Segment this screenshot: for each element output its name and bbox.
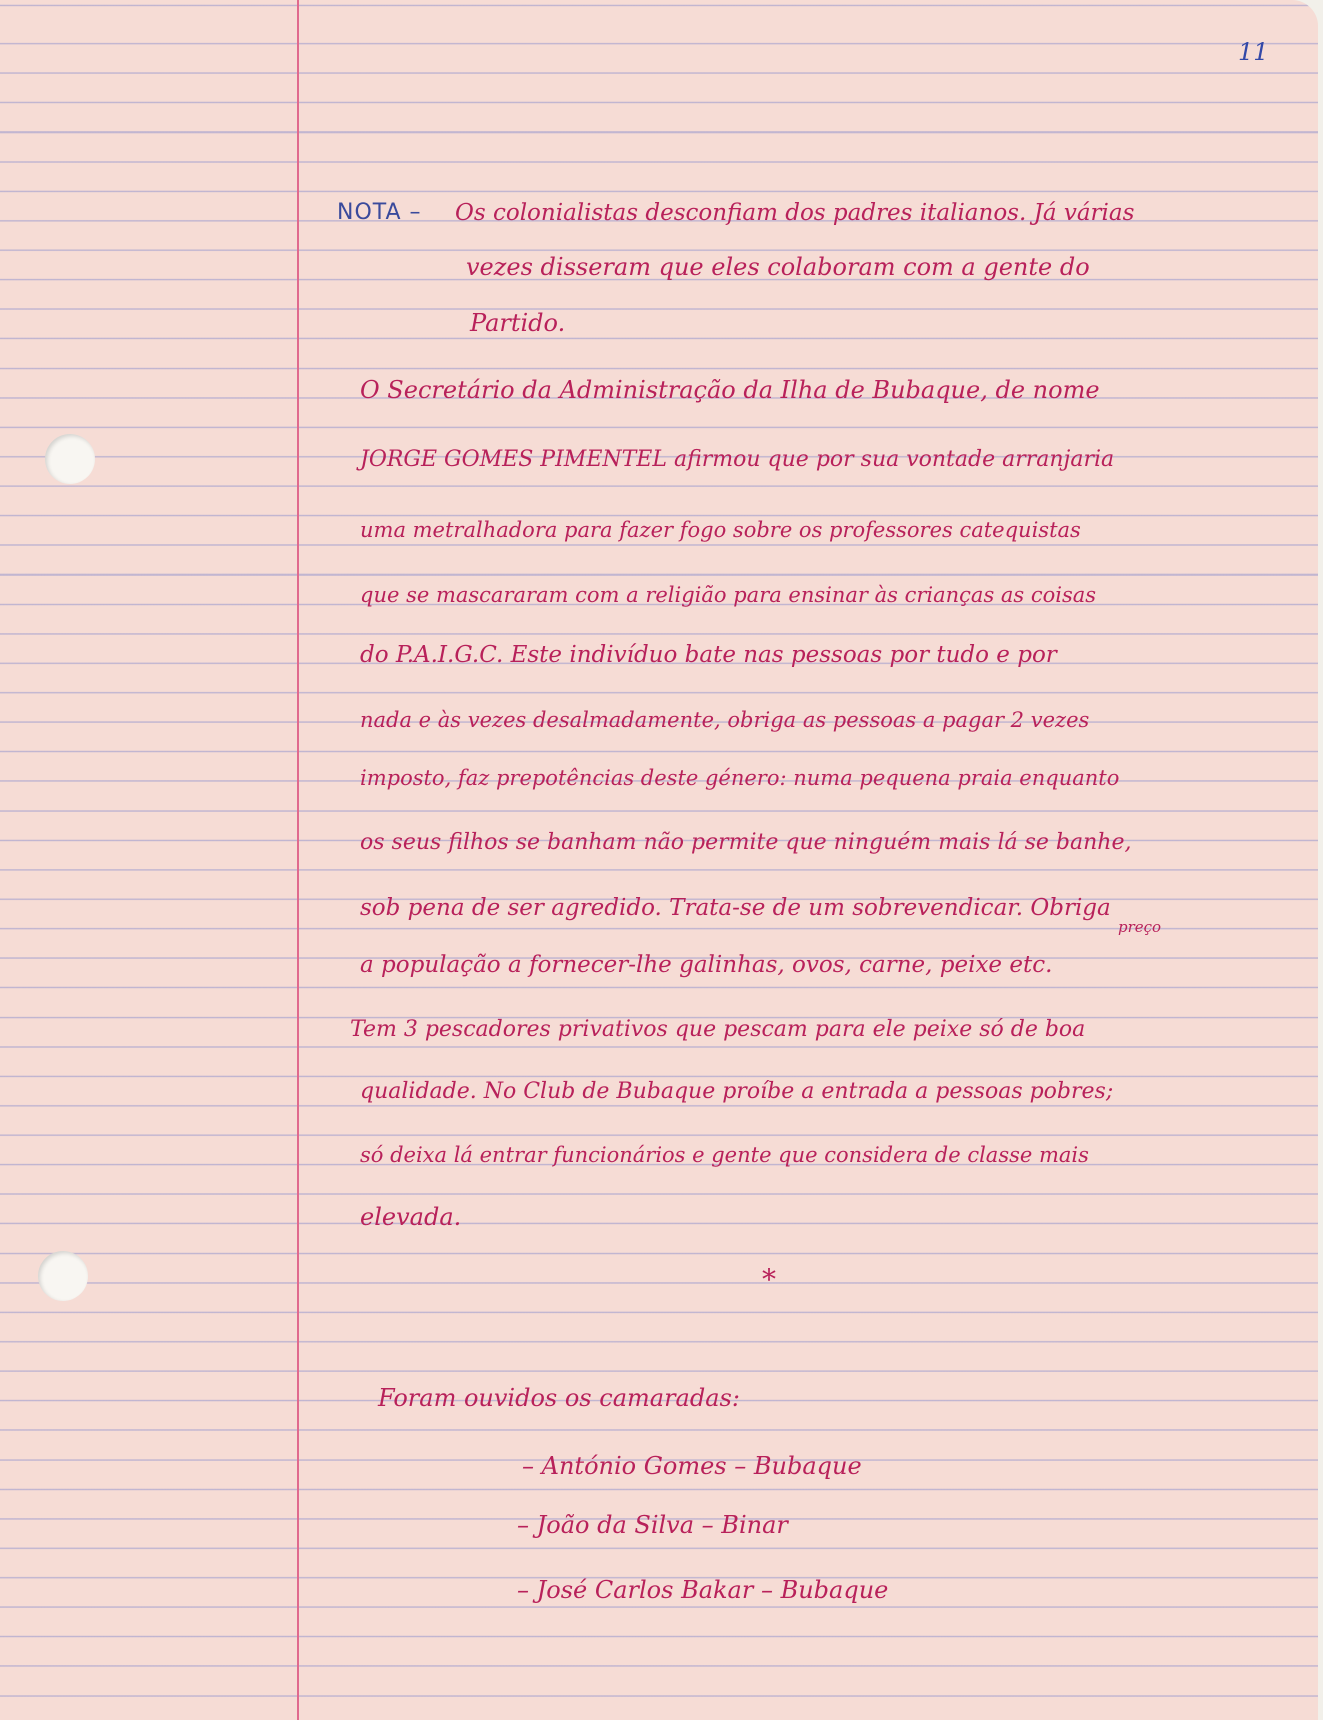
interlinear-note: preço (1118, 918, 1162, 936)
heard-intro: Foram ouvidos os camaradas: (378, 1384, 740, 1412)
separator-asterisk: * (762, 1263, 776, 1296)
body-line-1: O Secretário da Administração da Ilha de Bubaque, de nome (360, 376, 1100, 404)
body-line-9: sob pena de ser agredido. Trata-se de um sobrevendicar. Obriga (360, 895, 1111, 921)
body-line-10: a população a fornecer-lhe galinhas, ovos, carne, peixe etc. (360, 952, 1053, 978)
body-line-3: uma metralhadora para fazer fogo sobre os professores catequistas (360, 518, 1081, 542)
punch-hole-top (45, 434, 95, 484)
nota-line-3: Partido. (470, 309, 566, 337)
body-line-12: qualidade. No Club de Bubaque proíbe a entrada a pessoas pobres; (360, 1079, 1114, 1104)
body-line-14: elevada. (360, 1203, 462, 1231)
nota-line-1: Os colonialistas desconfiam dos padres italianos. Já várias (455, 200, 1135, 226)
heard-name-1: – António Gomes – Bubaque (522, 1452, 862, 1480)
body-line-11: Tem 3 pescadores privativos que pescam para ele peixe só de boa (350, 1017, 1086, 1042)
body-line-5: do P.A.I.G.C. Este indivíduo bate nas pessoas por tudo e por (360, 642, 1057, 668)
nota-label: NOTA – (337, 200, 422, 225)
page-number: 11 (1238, 38, 1269, 66)
heard-name-2: – João da Silva – Binar (517, 1511, 788, 1539)
heard-name-3: – José Carlos Bakar – Bubaque (517, 1576, 889, 1604)
margin-line (297, 0, 299, 1720)
body-line-2: JORGE GOMES PIMENTEL afirmou que por sua vontade arranjaria (360, 447, 1115, 472)
body-line-6: nada e às vezes desalmadamente, obriga as pessoas a pagar 2 vezes (360, 708, 1090, 732)
nota-line-2: vezes disseram que eles colaboram com a gente do (466, 253, 1090, 281)
body-line-13: só deixa lá entrar funcionários e gente que considera de classe mais (360, 1143, 1089, 1167)
body-line-4: que se mascararam com a religião para ensinar às crianças as coisas (360, 583, 1097, 607)
body-line-7: imposto, faz prepotências deste género: numa pequena praia enquanto (360, 766, 1120, 790)
body-line-8: os seus filhos se banham não permite que ninguém mais lá se banhe, (360, 830, 1132, 855)
punch-hole-bottom (38, 1251, 88, 1301)
